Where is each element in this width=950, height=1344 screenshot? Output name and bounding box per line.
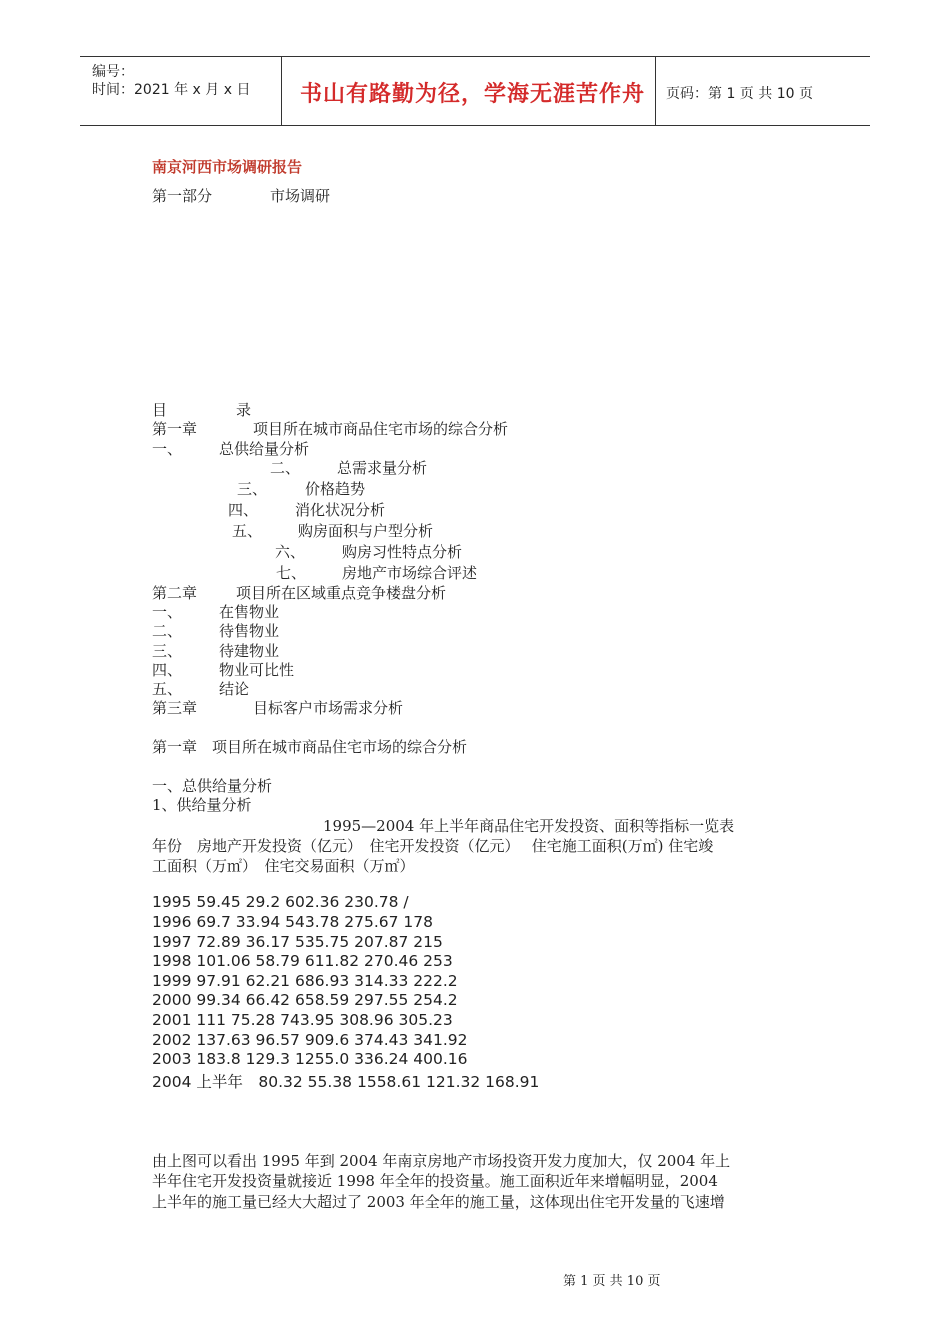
toc-item-num: 一、 (152, 440, 183, 458)
page-footer: 第 1 页 共 10 页 (563, 1274, 661, 1289)
paragraph-line: 半年住宅开发投资量就接近 1998 年全年的投资量。施工面积近年来增幅明显，2004 (152, 1172, 718, 1190)
section-heading: 一、总供给量分析 (152, 777, 273, 795)
table-row: 1996 69.7 33.94 543.78 275.67 178 (152, 913, 434, 931)
page-header (80, 56, 870, 126)
toc-item-num: 三、 (152, 642, 183, 660)
toc-item-num: 五、 (152, 680, 183, 698)
toc-item-num: 第二章 (152, 584, 198, 602)
toc-item-num: 第一章 (152, 420, 198, 438)
toc-item-text: 待建物业 (219, 642, 280, 660)
table-header-line: 工面积（万㎡） 住宅交易面积（万㎡） (152, 857, 415, 875)
paragraph-line: 上半年的施工量已经大大超过了 2003 年全年的施工量，这体现出住宅开发量的飞速增 (152, 1193, 725, 1211)
part-name: 市场调研 (270, 187, 331, 205)
table-header-line: 年份 房地产开发投资（亿元） 住宅开发投资（亿元） 住宅施工面积(万㎡) 住宅竣 (152, 837, 714, 855)
header-divider (655, 57, 656, 125)
toc-item-text: 购房习性特点分析 (342, 543, 463, 561)
table-row: 2003 183.8 129.3 1255.0 336.24 400.16 (152, 1050, 468, 1068)
subsection-heading: 1、供给量分析 (152, 796, 252, 814)
table-row: 1999 97.91 62.21 686.93 314.33 222.2 (152, 972, 458, 990)
toc-item-num: 四、 (228, 501, 259, 519)
toc-item-text: 价格趋势 (305, 480, 366, 498)
toc-item-text: 总需求量分析 (337, 459, 428, 477)
header-motto: 书山有路勤为径，学海无涯苦作舟 (300, 81, 646, 107)
chapter-heading: 第一章 项目所在城市商品住宅市场的综合分析 (152, 738, 468, 756)
table-row: 1997 72.89 36.17 535.75 207.87 215 (152, 933, 443, 951)
doc-number-label: 编号： (92, 64, 134, 80)
toc-item-text: 结论 (219, 680, 250, 698)
table-row: 2002 137.63 96.57 909.6 374.43 341.92 (152, 1031, 468, 1049)
header-divider (281, 57, 282, 125)
table-row: 1998 101.06 58.79 611.82 270.46 253 (152, 952, 453, 970)
doc-title: 南京河西市场调研报告 (152, 158, 303, 176)
toc-heading-a: 目 (152, 401, 168, 419)
table-caption: 1995—2004 年上半年商品住宅开发投资、面积等指标一览表 (323, 817, 735, 835)
paragraph-line: 由上图可以看出 1995 年到 2004 年南京房地产市场投资开发力度加大，仅 2004 年上 (152, 1152, 731, 1170)
toc-item-text: 购房面积与户型分析 (298, 522, 434, 540)
doc-time-label: 时间：2021 年 x 月 x 日 (92, 82, 251, 98)
toc-item-text: 物业可比性 (219, 661, 295, 679)
toc-item-text: 待售物业 (219, 622, 280, 640)
part-label: 第一部分 (152, 187, 213, 205)
toc-item-num: 四、 (152, 661, 183, 679)
toc-item-num: 七、 (276, 564, 307, 582)
toc-item-text: 在售物业 (219, 603, 280, 621)
table-row: 2000 99.34 66.42 658.59 297.55 254.2 (152, 991, 458, 1009)
toc-item-num: 二、 (152, 622, 183, 640)
toc-item-num: 一、 (152, 603, 183, 621)
toc-item-text: 房地产市场综合评述 (342, 564, 478, 582)
toc-item-num: 二、 (270, 459, 301, 477)
table-row: 1995 59.45 29.2 602.36 230.78 / (152, 893, 409, 911)
table-row: 2001 111 75.28 743.95 308.96 305.23 (152, 1011, 453, 1029)
toc-heading-b: 录 (236, 401, 252, 419)
toc-item-text: 消化状况分析 (295, 501, 386, 519)
toc-item-text: 项目所在城市商品住宅市场的综合分析 (253, 420, 509, 438)
toc-item-text: 目标客户市场需求分析 (253, 699, 404, 717)
toc-item-num: 三、 (237, 480, 268, 498)
table-row: 2004 上半年 80.32 55.38 1558.61 121.32 168.91 (152, 1073, 540, 1091)
toc-item-text: 总供给量分析 (219, 440, 310, 458)
header-page-info: 页码：第 1 页 共 10 页 (666, 86, 813, 102)
toc-item-num: 六、 (275, 543, 306, 561)
toc-item-text: 项目所在区域重点竞争楼盘分析 (236, 584, 447, 602)
toc-item-num: 五、 (232, 522, 263, 540)
toc-item-num: 第三章 (152, 699, 198, 717)
